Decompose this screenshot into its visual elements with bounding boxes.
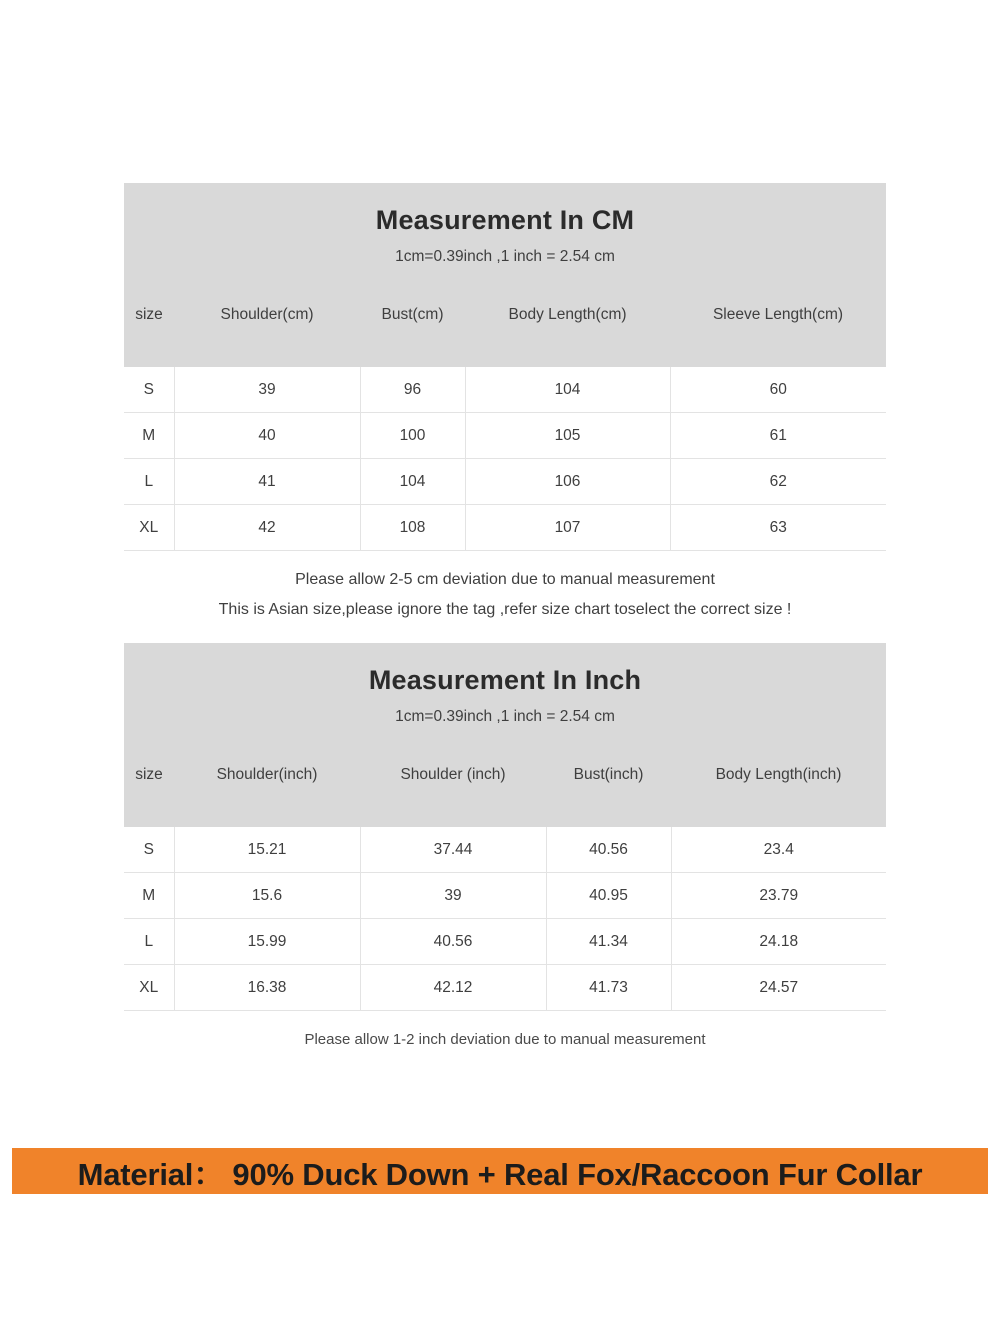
column-header-body-length: Body Length(cm) bbox=[508, 305, 627, 323]
cell-body-length: 107 bbox=[465, 505, 670, 551]
cell-sleeve-length: 61 bbox=[670, 413, 886, 459]
cm-section-header bbox=[124, 183, 886, 367]
table-row bbox=[124, 965, 886, 1011]
inch-table-header bbox=[124, 752, 886, 827]
cell-sleeve-length: 63 bbox=[670, 505, 886, 551]
cell-shoulder-2: 42.12 bbox=[360, 965, 546, 1011]
cell-bust: 40.95 bbox=[546, 873, 671, 919]
table-row bbox=[124, 873, 886, 919]
table-row bbox=[124, 459, 886, 505]
column-header-body-length: Body Length(inch) bbox=[715, 765, 842, 783]
cell-bust: 108 bbox=[360, 505, 465, 551]
cell-bust: 104 bbox=[360, 459, 465, 505]
table-row bbox=[124, 505, 886, 551]
inch-section-title: Measurement In Inch bbox=[368, 665, 642, 695]
cm-note-deviation: Please allow 2-5 cm deviation due to manual measurement bbox=[295, 571, 715, 588]
table-row bbox=[124, 919, 886, 965]
cell-shoulder: 42 bbox=[174, 505, 360, 551]
cell-body-length: 106 bbox=[465, 459, 670, 505]
cell-shoulder-2: 40.56 bbox=[360, 919, 546, 965]
inch-section-subtitle: 1cm=0.39inch ,1 inch = 2.54 cm bbox=[395, 708, 615, 725]
column-header-shoulder-2: Shoulder (inch) bbox=[400, 765, 506, 783]
cm-section-title: Measurement In CM bbox=[375, 205, 635, 235]
column-header-sleeve-length: Sleeve Length(cm) bbox=[712, 305, 844, 323]
cell-size: S bbox=[124, 367, 174, 413]
cell-bust: 100 bbox=[360, 413, 465, 459]
column-header-size: size bbox=[135, 765, 163, 783]
cell-body-length: 105 bbox=[465, 413, 670, 459]
cell-body-length: 24.57 bbox=[671, 965, 886, 1011]
table-row bbox=[124, 367, 886, 413]
cell-shoulder-1: 15.21 bbox=[174, 827, 360, 873]
column-header-bust: Bust(inch) bbox=[573, 765, 644, 783]
cell-bust: 41.73 bbox=[546, 965, 671, 1011]
cm-note-asian-size: This is Asian size,please ignore the tag ,refer size chart toselect the correct size ! bbox=[218, 601, 792, 618]
cell-shoulder: 39 bbox=[174, 367, 360, 413]
size-chart-card bbox=[124, 183, 886, 1073]
cell-size: M bbox=[124, 873, 174, 919]
cell-shoulder: 40 bbox=[174, 413, 360, 459]
inch-table-body-wrap bbox=[124, 827, 886, 1073]
cell-sleeve-length: 60 bbox=[670, 367, 886, 413]
cell-shoulder-1: 15.99 bbox=[174, 919, 360, 965]
cell-bust: 96 bbox=[360, 367, 465, 413]
cell-body-length: 23.79 bbox=[671, 873, 886, 919]
cell-body-length: 24.18 bbox=[671, 919, 886, 965]
cell-bust: 40.56 bbox=[546, 827, 671, 873]
table-header-row bbox=[124, 292, 886, 367]
cell-shoulder-1: 15.6 bbox=[174, 873, 360, 919]
cell-body-length: 104 bbox=[465, 367, 670, 413]
inch-notes bbox=[124, 1011, 886, 1073]
cell-shoulder: 41 bbox=[174, 459, 360, 505]
column-header-bust: Bust(cm) bbox=[381, 305, 444, 323]
cell-size: S bbox=[124, 827, 174, 873]
cell-size: L bbox=[124, 459, 174, 505]
cell-body-length: 23.4 bbox=[671, 827, 886, 873]
table-row bbox=[124, 413, 886, 459]
column-header-shoulder: Shoulder(cm) bbox=[220, 305, 314, 323]
cell-shoulder-2: 37.44 bbox=[360, 827, 546, 873]
cm-table-body bbox=[124, 367, 886, 551]
cm-table-body-wrap bbox=[124, 367, 886, 643]
cell-size: L bbox=[124, 919, 174, 965]
inch-section-header bbox=[124, 643, 886, 827]
table-row bbox=[124, 827, 886, 873]
column-header-shoulder-1: Shoulder(inch) bbox=[216, 765, 318, 783]
cell-size: XL bbox=[124, 505, 174, 551]
cell-size: M bbox=[124, 413, 174, 459]
cell-bust: 41.34 bbox=[546, 919, 671, 965]
column-header-size: size bbox=[135, 305, 163, 323]
cm-section-subtitle: 1cm=0.39inch ,1 inch = 2.54 cm bbox=[395, 248, 615, 265]
material-text: Material： 90% Duck Down + Real Fox/Raccoon Fur Collar bbox=[77, 1156, 923, 1192]
cell-size: XL bbox=[124, 965, 174, 1011]
table-header-row bbox=[124, 752, 886, 827]
material-banner bbox=[12, 1148, 988, 1194]
inch-table-body bbox=[124, 827, 886, 1011]
cell-sleeve-length: 62 bbox=[670, 459, 886, 505]
inch-note-deviation: Please allow 1-2 inch deviation due to manual measurement bbox=[304, 1031, 706, 1048]
cell-shoulder-1: 16.38 bbox=[174, 965, 360, 1011]
cm-notes bbox=[124, 551, 886, 643]
cell-shoulder-2: 39 bbox=[360, 873, 546, 919]
cm-table-header bbox=[124, 292, 886, 367]
